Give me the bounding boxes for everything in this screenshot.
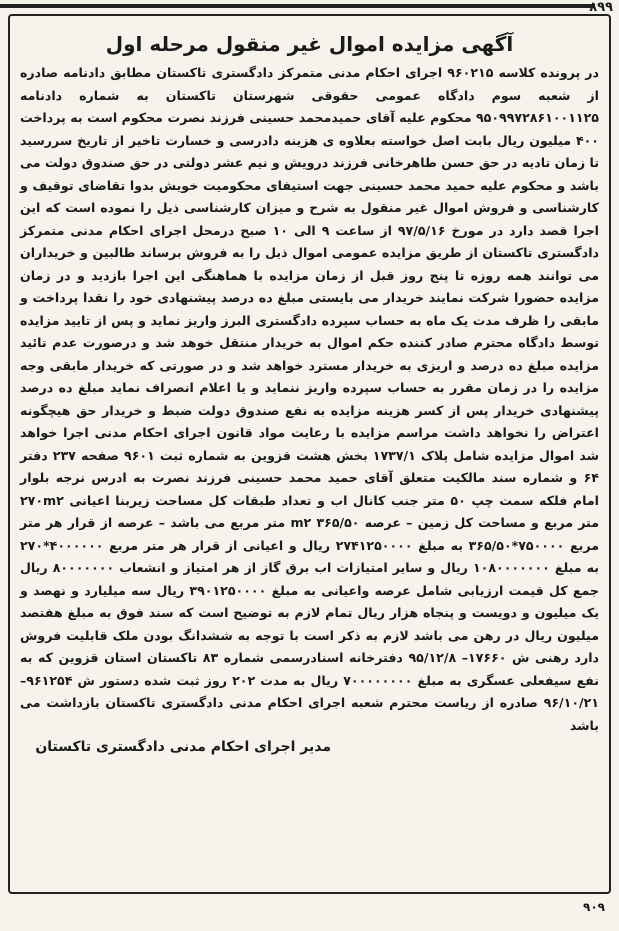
top-page-number: ۸۹۹ [589, 0, 613, 15]
auction-notice-box [8, 14, 611, 894]
notice-signature: مدیر اجرای احکام مدنی دادگستری تاکستان [35, 739, 331, 755]
bottom-page-number: ۹۰۹ [583, 900, 605, 914]
top-rule [0, 4, 595, 8]
notice-body: در پرونده کلاسه ۹۶۰۲۱۵ اجرای احکام مدنی متمرکز دادگستری تاکستان مطابق دادنامه صادره از شعبه سوم دادگاه عمومی حقوقی شهرستان تاکستان به شماره دادنامه ۹۵۰۹۹۷۲۸۶۱۰۰۱۱۲۵ محکوم علیه آقای حمیدمحمد حسینی فرزند نصرت محکوم است به پرداخت ۴۰۰ میلیون ریال بابت اصل خواسته بعلاوه ی هزینه دادرسی و خسارت تاخیر از تاریخ سررسید تا زمان تادیه در حق حسن طاهرخانی فرزند درویش و نیم عشر دولتی در حق صندوق دولت می باشد و محکوم علیه حمید محمد حسینی جهت استیفای محکومیت خویش بدوا تقاضای توقیف و کارشناسی و فروش اموال غیر منقول به شرح و میزان کارشناسی ذیل را نموده است که این اجرا قصد دارد در مورخ ۹۷/۵/۱۶ از ساعت ۹ الی ۱۰ صبح درمحل اجرای احکام مدنی متمرکز دادگستری تاکستان از طریق مزایده عمومی اموال ذیل را به فروش برساند طالبین و خریداران می توانند همه روزه تا پنج روز قبل از زمان مزایده با هماهنگی این اجرا بازدید و در زمان مزایده حضورا شرکت نمایند خریدار می بایستی مبلغ ده درصد پیشنهادی خود را نقدا پرداخت و مابقی را ظرف مدت یک ماه به حساب سپرده دادگستری البرز واریز نماید و پس از تایید مزایده توسط دادگاه محترم صادر کننده حکم اموال به خریدار منتقل خوهد شد و درصورت عدم تائید مزایده مبلغ ده درصد و اریزی به خریدار مسترد خواهد شد و در صورتی که خریدار مابقی وجه مزایده را در زمان مقرر به حساب سپرده واریز ننماید و یا اعلام انصراف نماید مبلغ ده درصد پیشنهادی خریدار پس از کسر هزینه مزایده به نفع صندوق دولت ضبط و خریدار حق هیچگونه اعتراض را نخواهد داشت مراسم مزایده با رعایت مواد قانون اجرای احکام مدنی اجرا خواهد شد اموال مزایده شامل پلاک ۱۷۳۷/۱ بخش هشت قزوین به شماره ثبت ۹۶۰۱ صفحه ۲۳۷ دفتر ۶۴ و شماره سند مالکیت متعلق آقای حمید محمد حسینی فرزند نصرت به ادرس نرجه بلوار امام فلکه سمت چپ ۵۰ متر جنب کانال اب و تعداد طبقات کل مساحت زیربنا اعیانی ۲۷۰m۲ متر مربع و مساحت کل زمین – عرصه ۳۶۵/۵۰ m۲ متر مربع می باشد – عرصه از قرار هر متر مربع ۷۵۰۰۰۰*۳۶۵/۵۰ به مبلغ ۲۷۴۱۲۵۰۰۰۰ ریال و اعیانی از قرار هر متر مربع ۴۰۰۰۰۰۰*۲۷۰ به مبلغ ۱۰۸۰۰۰۰۰۰۰ ریال و سایر امتیازات اب برق گاز از هر امتیاز و انشعاب ۸۰۰۰۰۰۰۰ ریال جمع کل قیمت ارزیابی شامل عرصه واعیانی به مبلغ ۳۹۰۱۲۵۰۰۰۰ ریال سه میلیارد و نهصد و یک میلیون و دویست و پنجاه هزار ریال تمام لازم به توضیح است که سند فوق به مبلغ هفتصد میلیون ریال در رهن می باشد لازم به ذکر است با توجه به ششدانگ بودن ملک قابلیت فروش دارد رهنی ش ۱۷۶۶۰– ۹۵/۱۲/۸ دفترخانه اسنادرسمی شماره ۸۳ تاکستان استان قزوین که به نفع سیفعلی عسگری به مبلغ ۷۰۰۰۰۰۰۰۰ ریال به مدت ۲۰۲ روز ثبت شده دستور ش ۹۶۱۲۵۴– ۹۶/۱۰/۲۱ صادره از ریاست محترم شعبه اجرای احکام مدنی دادگستری تاکستان بازداشت می باشد [20, 65, 600, 733]
notice-title: آگهی مزایده اموال غیر منقول مرحله اول [105, 32, 514, 56]
